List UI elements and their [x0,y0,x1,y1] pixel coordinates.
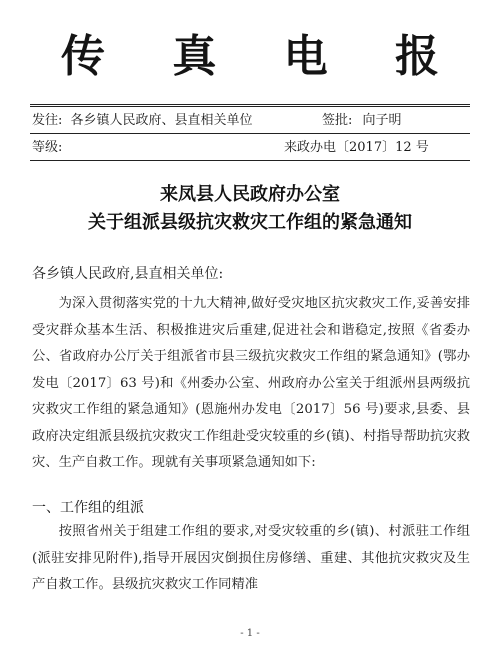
sender-value: 各乡镇人民政府、县直相关单位 [70,113,253,128]
sender-field [32,113,253,129]
sender-label: 发往: [32,113,63,128]
approver-label: 签批: [322,113,353,128]
grade-label: 等级: [32,140,63,155]
document-title-line2: 关于组派县级抗灾救灾工作组的紧急通知 [88,212,412,233]
header-divider-top [30,104,470,107]
header-divider-bottom [30,160,470,161]
section-1-heading: 一、工作组的组派 [32,500,144,516]
fax-title: 传 真 电 报 [61,31,465,82]
document-number: 来政办电〔2017〕12 号 [284,140,429,155]
page-number: - 1 - [240,628,260,639]
paragraph-2: 按照省州关于组建工作组的要求,对受灾较重的乡(镇)、村派驻工作组(派驻安排见附件),指导开展因灾倒损住房修缮、重建、其他抗灾救灾及生产自救工作。县级抗灾救灾工作同精准 [32,524,470,592]
header-divider-middle [30,133,470,134]
document-title-line1: 来凤县人民政府办公室 [160,184,340,205]
paragraph-1: 为深入贯彻落实党的十九大精神,做好受灾地区抗灾救灾工作,妥善安排受灾群众基本生活、积极推进灾后重建,促进社会和谐稳定,按照《省委办公、省政府办公厅关于组派省市县三级抗灾救灾工作组的紧急通知》(鄂办发电〔2017〕63 号)和《州委办公室、州政府办公室关于组派州县两级抗灾救灾工作组的紧急通知》(恩施州办发电〔2017〕56 号)要求,县委、县政府决定组派县级抗灾救灾工作组赴受灾较重的乡(镇)、村指导帮助抗灾救灾、生产自救工作。现就有关事项紧急通知如下: [32,296,470,470]
approver-value: 向子明 [362,113,402,128]
salutation: 各乡镇人民政府,县直相关单位: [32,266,224,282]
approver-field [322,113,402,129]
